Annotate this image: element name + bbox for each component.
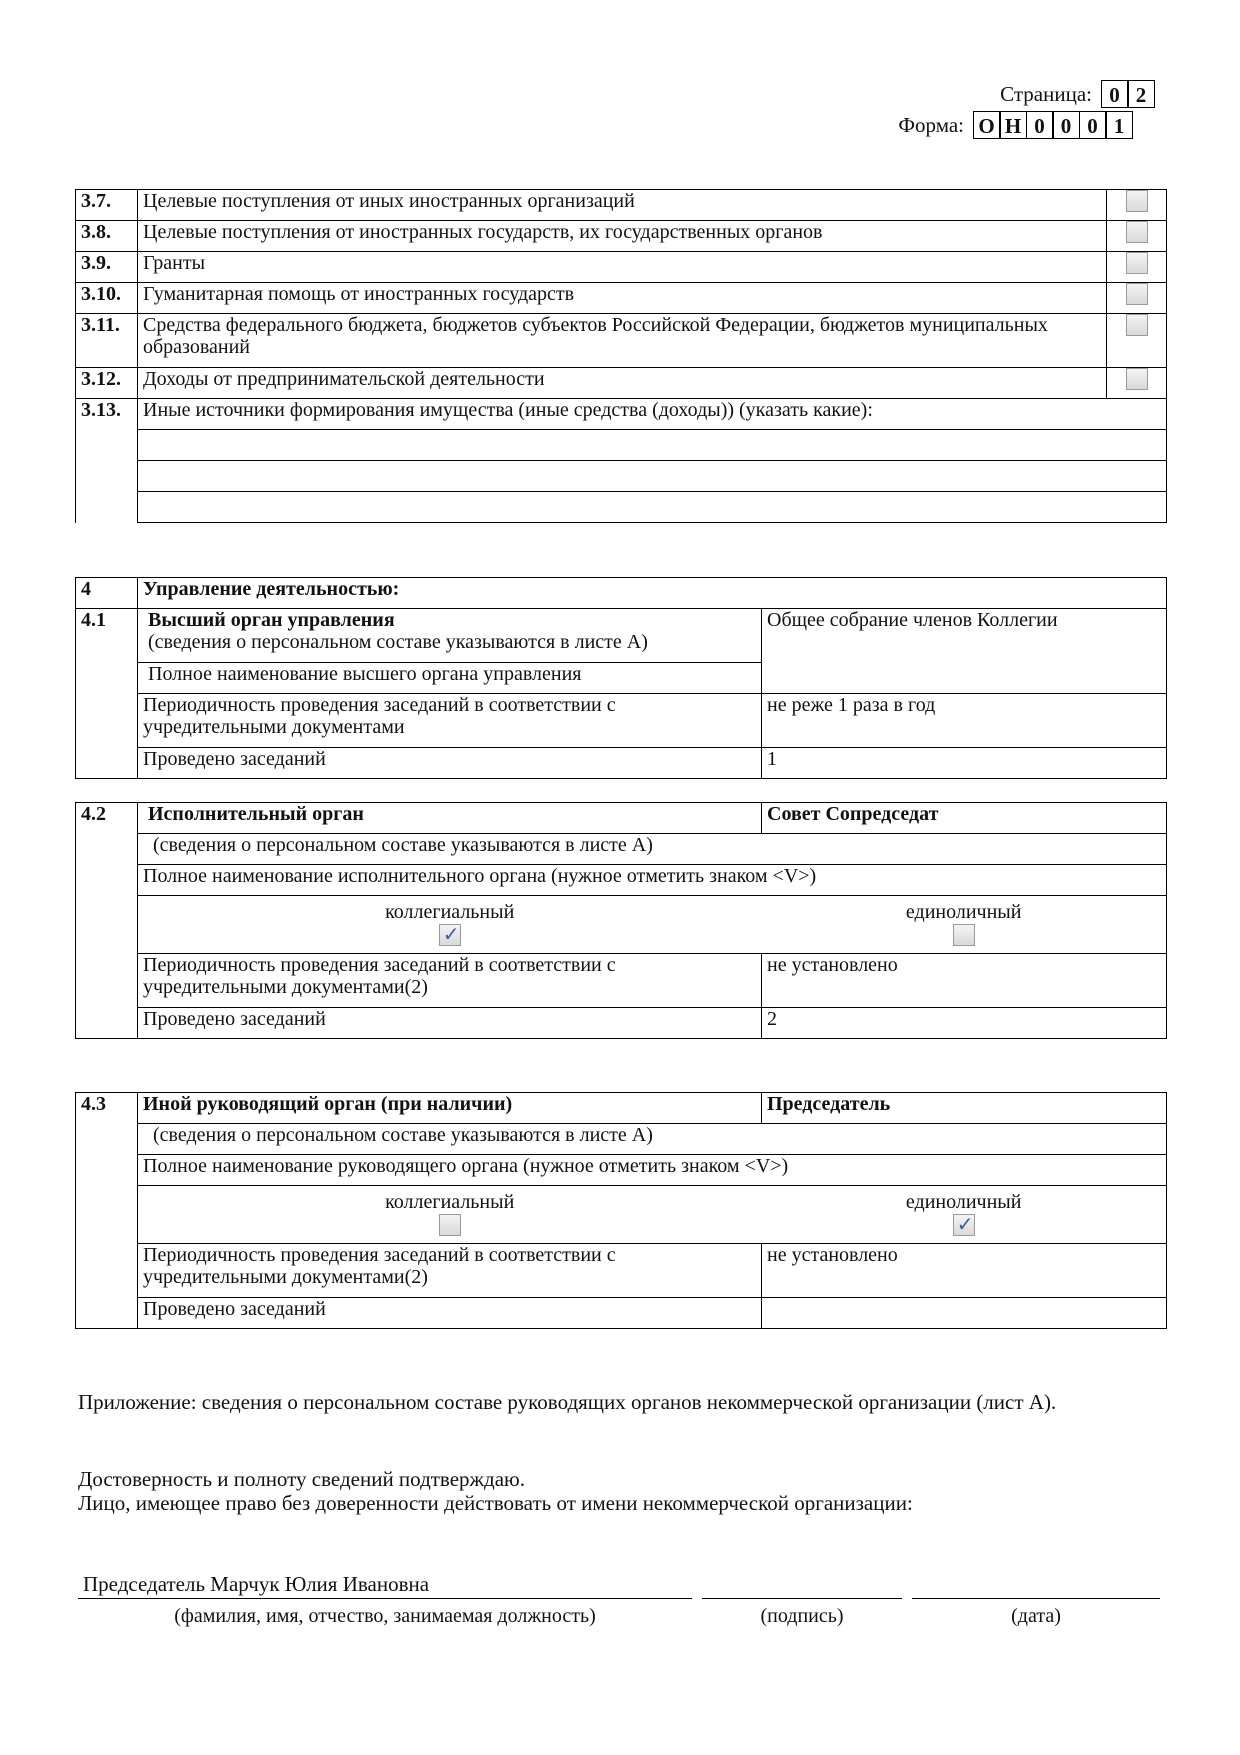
body-note: (сведения о персональном составе указываются в листе А) <box>138 1124 1167 1155</box>
form-digit: 1 <box>1105 111 1133 139</box>
table-row <box>76 663 1167 694</box>
table-row <box>76 190 1167 221</box>
held-value: 1 <box>762 748 1167 779</box>
body-note: (сведения о персональном составе указываются в листе А) <box>148 631 648 653</box>
collegial-label: коллегиальный <box>385 1191 515 1213</box>
sole-label: единоличный <box>905 901 1022 923</box>
table-row <box>76 1186 1167 1244</box>
row-number: 3.8. <box>76 221 138 252</box>
name-line <box>78 1598 692 1599</box>
held-value[interactable] <box>762 1298 1167 1329</box>
row-number: 3.13. <box>76 399 138 523</box>
section-title: Управление деятельностью: <box>138 578 1167 609</box>
table-row <box>76 748 1167 779</box>
table-row <box>76 1124 1167 1155</box>
row-number: 3.12. <box>76 368 138 399</box>
fullname-label: Полное наименование руководящего органа (нужное отметить знаком <V>) <box>138 1155 1167 1186</box>
table-row <box>76 865 1167 896</box>
table-row <box>76 399 1167 430</box>
table-row <box>76 954 1167 1008</box>
section-number: 4.3 <box>76 1093 138 1329</box>
row-text: Целевые поступления от иных иностранных организаций <box>138 190 1107 221</box>
form-digit: 0 <box>1026 111 1054 139</box>
table-row <box>76 314 1167 368</box>
checkbox[interactable] <box>1126 252 1148 274</box>
row-text: Гуманитарная помощь от иностранных государств <box>138 283 1107 314</box>
held-label: Проведено заседаний <box>138 1008 762 1039</box>
body-title: Исполнительный орган <box>138 803 762 834</box>
row-number: 3.11. <box>76 314 138 368</box>
collegial-option[interactable] <box>138 1186 761 1242</box>
row-text: Доходы от предпринимательской деятельности <box>138 368 1107 399</box>
form-digit: 0 <box>1079 111 1107 139</box>
type-choice-cell <box>138 896 1167 954</box>
other-sources-line[interactable] <box>138 430 1167 461</box>
fullname-label: Полное наименование исполнительного органа (нужное отметить знаком <V>) <box>138 865 1167 896</box>
row-number: 3.7. <box>76 190 138 221</box>
row-text: Гранты <box>138 252 1107 283</box>
table-row <box>76 1244 1167 1298</box>
checkbox-cell[interactable] <box>1107 190 1167 221</box>
date-line[interactable] <box>912 1598 1160 1599</box>
funding-sources-table <box>75 189 1167 523</box>
table-row <box>76 896 1167 954</box>
table-row <box>76 609 1167 663</box>
sole-option[interactable] <box>761 896 1166 952</box>
table-row <box>76 694 1167 748</box>
body-value: Общее собрание членов Коллегии <box>762 609 1167 663</box>
appendix-note: Приложение: сведения о персональном составе руководящих органов некоммерческой организации (лист А). <box>78 1390 1057 1414</box>
form-digit: О <box>973 111 1001 139</box>
checkbox[interactable] <box>1126 190 1148 212</box>
signer-name: Председатель Марчук Юлия Ивановна <box>83 1572 430 1596</box>
table-row <box>76 1298 1167 1329</box>
checkbox-cell[interactable] <box>1107 252 1167 283</box>
form-code-boxes <box>974 111 1133 139</box>
confirm-line-2: Лицо, имеющее право без доверенности действовать от имени некоммерческой организации: <box>78 1491 913 1515</box>
type-choice-cell <box>138 1186 1167 1244</box>
page-label: Страница: <box>1000 82 1092 106</box>
other-sources-line[interactable] <box>138 492 1167 523</box>
form-label: Форма: <box>898 113 964 137</box>
period-label: Периодичность проведения заседаний в соответствии с учредительными документами(2) <box>138 954 762 1008</box>
checkbox[interactable] <box>1126 368 1148 390</box>
governing-body-table <box>75 577 1167 779</box>
checkbox-cell[interactable] <box>1107 283 1167 314</box>
table-row <box>76 252 1167 283</box>
other-sources-line[interactable] <box>138 461 1167 492</box>
table-row <box>76 1093 1167 1124</box>
collegial-checkbox[interactable] <box>439 1214 461 1236</box>
collegial-option[interactable] <box>138 896 761 952</box>
name-caption: (фамилия, имя, отчество, занимаемая должность) <box>174 1605 596 1627</box>
sole-label: единоличный <box>905 1191 1022 1213</box>
executive-body-table <box>75 802 1167 1039</box>
held-label: Проведено заседаний <box>138 748 762 779</box>
page-digit: 2 <box>1127 80 1155 108</box>
confirm-line-1: Достоверность и полноту сведений подтверждаю. <box>78 1467 525 1491</box>
fullname-value[interactable] <box>762 663 1167 694</box>
other-body-table <box>75 1092 1167 1329</box>
period-label: Периодичность проведения заседаний в соответствии с учредительными документами(2) <box>138 1244 762 1298</box>
body-value: Председатель <box>762 1093 1167 1124</box>
table-row <box>76 283 1167 314</box>
body-note: (сведения о персональном составе указываются в листе А) <box>138 834 1167 865</box>
table-row <box>76 578 1167 609</box>
form-digit: 0 <box>1052 111 1080 139</box>
period-label: Периодичность проведения заседаний в соответствии с учредительными документами <box>138 694 762 748</box>
body-title: Иной руководящий орган (при наличии) <box>138 1093 762 1124</box>
table-row <box>76 221 1167 252</box>
body-title: Высший орган управления <box>148 609 395 631</box>
form-digit: Н <box>999 111 1027 139</box>
checkbox[interactable] <box>1126 314 1148 336</box>
signature-line[interactable] <box>702 1598 902 1599</box>
row-number: 3.10. <box>76 283 138 314</box>
sole-checkbox[interactable] <box>953 924 975 946</box>
fullname-label: Полное наименование высшего органа управления <box>138 663 762 694</box>
date-caption: (дата) <box>1011 1605 1061 1627</box>
body-title-cell <box>138 609 762 663</box>
table-row <box>76 803 1167 834</box>
checkbox-cell[interactable] <box>1107 221 1167 252</box>
period-value: не установлено <box>762 1244 1167 1298</box>
held-label: Проведено заседаний <box>138 1298 762 1329</box>
checkbox-cell[interactable] <box>1107 314 1167 368</box>
checkbox[interactable] <box>1126 283 1148 305</box>
period-value: не установлено <box>762 954 1167 1008</box>
held-value: 2 <box>762 1008 1167 1039</box>
checkbox[interactable] <box>1126 221 1148 243</box>
table-row <box>76 368 1167 399</box>
checkbox-cell[interactable] <box>1107 368 1167 399</box>
row-number: 3.9. <box>76 252 138 283</box>
page-number-boxes <box>1102 80 1155 108</box>
row-text: Средства федерального бюджета, бюджетов субъектов Российской Федерации, бюджетов муниципальных образований <box>138 314 1107 368</box>
collegial-label: коллегиальный <box>385 901 515 923</box>
period-value: не реже 1 раза в год <box>762 694 1167 748</box>
collegial-checkbox[interactable] <box>439 924 461 946</box>
section-number: 4.2 <box>76 803 138 1039</box>
section-number: 4 <box>76 578 138 609</box>
row-text: Иные источники формирования имущества (иные средства (доходы)) (указать какие): <box>138 399 1167 430</box>
row-text: Целевые поступления от иностранных государств, их государственных органов <box>138 221 1107 252</box>
table-row <box>76 834 1167 865</box>
body-value: Совет Сопредседат <box>762 803 1167 834</box>
table-row <box>76 1008 1167 1039</box>
table-row <box>76 1155 1167 1186</box>
sole-checkbox[interactable] <box>953 1214 975 1236</box>
section-number: 4.1 <box>76 609 138 779</box>
page-digit: 0 <box>1101 80 1129 108</box>
signature-caption: (подпись) <box>760 1605 844 1627</box>
sole-option[interactable] <box>761 1186 1166 1242</box>
